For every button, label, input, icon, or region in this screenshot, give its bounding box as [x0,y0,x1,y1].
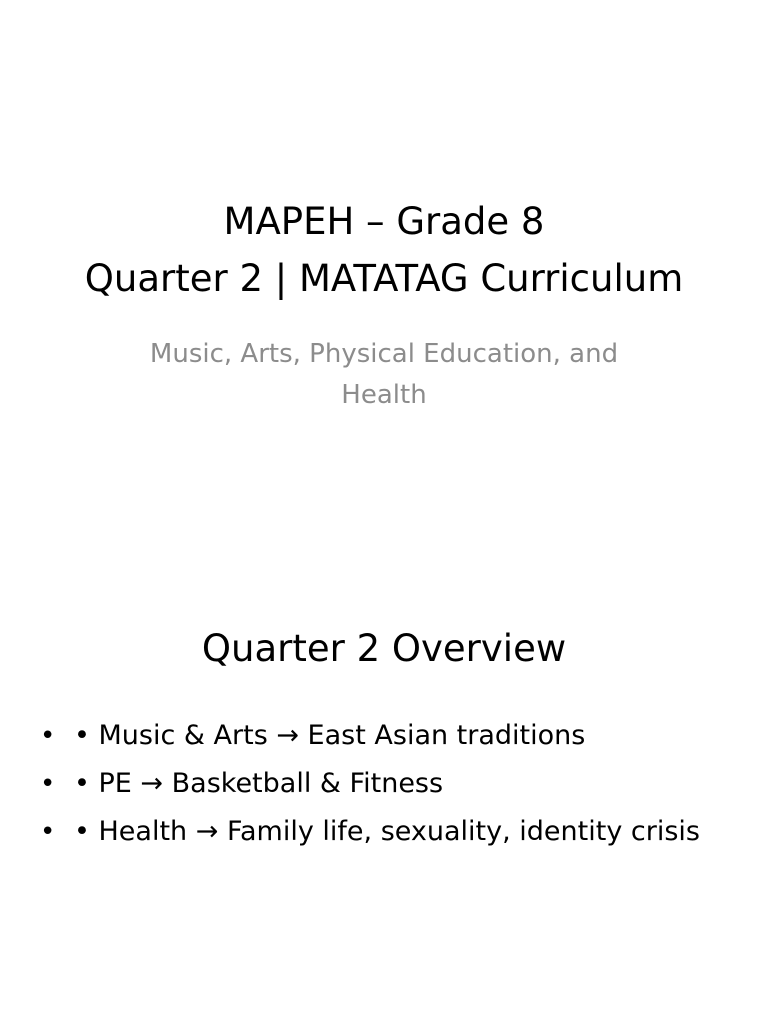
slide-subtitle [120,334,648,416]
overview-bullet-list [40,712,700,856]
bullet-text: • Music & Arts → East Asian traditions [74,720,586,751]
subtitle-line-1: Music, Arts, Physical Education, and [149,339,619,369]
list-item [40,760,700,808]
subtitle-line-2: Health [341,380,427,410]
list-item [40,712,700,760]
list-item [40,808,700,856]
bullet-text: • PE → Basketball & Fitness [74,768,444,799]
bullet-marker: • [40,817,56,847]
overview-slide [0,512,768,1024]
title-line-1: MAPEH – Grade 8 [223,200,545,243]
overview-title: Quarter 2 Overview [201,627,567,670]
title-line-2: Quarter 2 | MATATAG Curriculum [84,257,684,300]
bullet-marker: • [40,769,56,799]
bullet-marker: • [40,721,56,751]
slide-title [0,193,768,307]
bullet-text: • Health → Family life, sexuality, identity crisis [74,816,700,847]
